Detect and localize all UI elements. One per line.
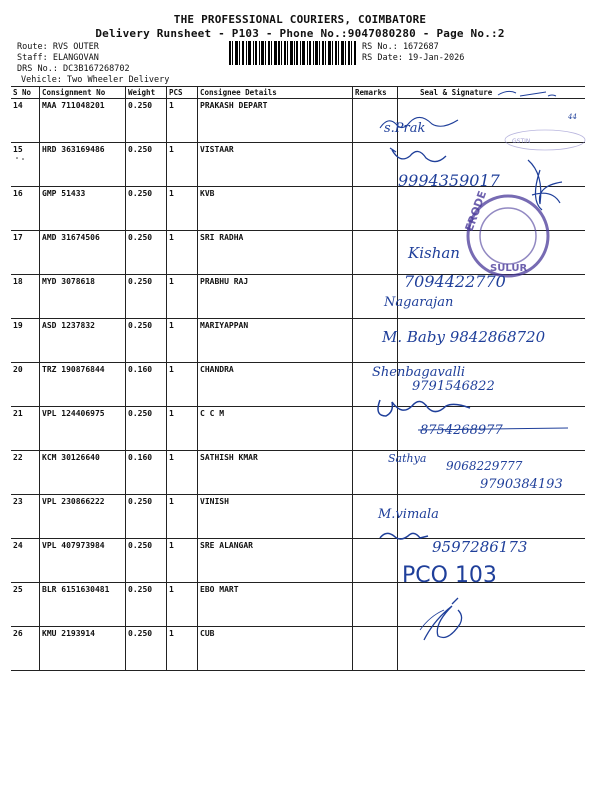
row-sno: 26 (11, 627, 40, 671)
row-consignee: PRAKASH DEPART (198, 99, 353, 143)
phone-row20: 9791546822 (412, 379, 495, 394)
table-row (11, 539, 585, 583)
table-row (11, 231, 585, 275)
row-consignee: MARIYAPPAN (198, 319, 353, 363)
table-row (11, 407, 585, 451)
row-remarks (353, 539, 398, 583)
col-pcs: PCS (167, 87, 198, 99)
drs-number: DRS No.: DC3B167268702 (17, 64, 130, 74)
row-remarks (353, 143, 398, 187)
row-consignee: SRI RADHA (198, 231, 353, 275)
row-consignee: KVB (198, 187, 353, 231)
row-consignment: TRZ 190876844 (40, 363, 126, 407)
row-signature (398, 627, 586, 671)
row-consignment: VPL 407973984 (40, 539, 126, 583)
phone-row24: 9597286173 (432, 538, 528, 556)
row-sno: 17 (11, 231, 40, 275)
runsheet-table (11, 86, 585, 671)
gstin-stamp-text: GSTIN (512, 138, 531, 145)
row-sno: 23 (11, 495, 40, 539)
row-signature (398, 231, 586, 275)
row-consignee: EBO MART (198, 583, 353, 627)
row-signature (398, 539, 586, 583)
row-sno: 20 (11, 363, 40, 407)
phone-row15: 9994359017 (398, 171, 500, 190)
company-title: THE PROFESSIONAL COURIERS, COIMBATORE (173, 13, 427, 26)
row-pcs: 1 (167, 99, 198, 143)
col-remarks: Remarks (353, 87, 398, 99)
row-consignment: VPL 230866222 (40, 495, 126, 539)
row-weight: 0.250 (126, 231, 167, 275)
row-consignment: VPL 124406975 (40, 407, 126, 451)
seal-text-side: ERODE (462, 189, 490, 234)
runsheet-subtitle: Delivery Runsheet - P103 - Phone No.:9047080280 - Page No.:2 (95, 27, 505, 40)
row-pcs: 1 (167, 363, 198, 407)
barcode-icon (229, 41, 356, 65)
row-pcs: 1 (167, 539, 198, 583)
col-sno: S No (11, 87, 40, 99)
row-remarks (353, 495, 398, 539)
staff-label: Staff: ELANGOVAN (17, 53, 99, 63)
row-weight: 0.160 (126, 363, 167, 407)
phone-row18: 7094422770 (404, 272, 506, 291)
row-consignment: HRD 363169486 (40, 143, 126, 187)
row-weight: 0.250 (126, 187, 167, 231)
row-weight: 0.250 (126, 539, 167, 583)
row-consignee: SATHISH KMAR (198, 451, 353, 495)
table-row (11, 275, 585, 319)
row-consignment: MYD 3078618 (40, 275, 126, 319)
row-sno: 19 (11, 319, 40, 363)
row-signature (398, 187, 586, 234)
row-sno: 14 (11, 99, 40, 143)
row-pcs: 1 (167, 319, 198, 363)
table-row (11, 495, 585, 539)
sig-row23: M.vimala (378, 507, 439, 522)
row-remarks (353, 99, 398, 143)
row-remarks (353, 627, 398, 671)
table-row (11, 187, 585, 231)
row-consignee: CUB (198, 627, 353, 671)
row-pcs: 1 (167, 187, 198, 231)
table-row (11, 363, 585, 407)
row-consignment: KCM 30126640 (40, 451, 126, 495)
sig-row25: PCO 103 (402, 563, 497, 588)
table-row (11, 319, 585, 363)
row-remarks (353, 363, 398, 407)
row-signature (398, 275, 586, 319)
row-sno: 16 (11, 187, 40, 231)
table-row (11, 627, 585, 671)
row-pcs: 1 (167, 231, 198, 275)
row-pcs: 1 (167, 407, 198, 451)
row-remarks (353, 451, 398, 495)
row-consignee: VISTAAR (198, 143, 353, 187)
row-signature (398, 99, 586, 143)
row-consignee: VINISH (198, 495, 353, 539)
row-sno: 25 (11, 583, 40, 627)
row-sno: 21 (11, 407, 40, 451)
row-weight: 0.250 (126, 495, 167, 539)
table-row (11, 451, 585, 495)
row-sno: 24 (11, 539, 40, 583)
row-signature (398, 407, 586, 451)
row-weight: 0.250 (126, 143, 167, 187)
corner-note: 44 (568, 113, 577, 121)
row-consignment: MAA 711048201 (40, 99, 126, 143)
row-consignment: AMD 31674506 (40, 231, 126, 275)
row-pcs: 1 (167, 451, 198, 495)
row-pcs: 1 (167, 627, 198, 671)
row-remarks (353, 275, 398, 319)
row-consignee: CHANDRA (198, 363, 353, 407)
col-weight: Weight (126, 87, 167, 99)
sig-row19: M. Baby 9842868720 (382, 328, 546, 346)
row-remarks (353, 319, 398, 363)
row-remarks (353, 187, 398, 231)
row-remarks (353, 231, 398, 275)
col-consignment: Consignment No (40, 87, 126, 99)
row-consignment: ASD 1237832 (40, 319, 126, 363)
row-weight: 0.250 (126, 627, 167, 671)
table-row (11, 99, 585, 143)
row-pcs: 1 (167, 583, 198, 627)
rs-date: RS Date: 19-Jan-2026 (362, 53, 465, 63)
row-signature (398, 583, 586, 627)
row-consignment: KMU 2193914 (40, 627, 126, 671)
sig-row18: Kishan (408, 244, 460, 262)
table-row (11, 143, 585, 187)
table-header-row (11, 87, 585, 99)
row-pcs: 1 (167, 143, 198, 187)
row-remarks (353, 407, 398, 451)
row-signature (398, 495, 586, 539)
row-consignment: BLR 6151630481 (40, 583, 126, 627)
table-row (11, 583, 585, 627)
row-pcs: 1 (167, 275, 198, 319)
seal-text-bottom: SULUR (490, 263, 528, 274)
row-pcs: 1 (167, 495, 198, 539)
phone-row23: 9790384193 (480, 477, 563, 492)
row-consignee: SRE ALANGAR (198, 539, 353, 583)
vehicle-label: Vehicle: Two Wheeler Delivery (21, 75, 170, 85)
row-signature (398, 143, 586, 187)
col-signature: Seal & Signature (398, 87, 586, 99)
phone-row22: 9068229777 (446, 459, 523, 473)
row-signature (398, 319, 586, 363)
sig-row14: s.Prak (384, 121, 426, 136)
col-consignee: Consignee Details (198, 87, 353, 99)
row-weight: 0.250 (126, 275, 167, 319)
row-weight: 0.250 (126, 407, 167, 451)
route-label: Route: RVS OUTER (17, 42, 99, 52)
row-signature (398, 363, 586, 407)
row-weight: 0.250 (126, 99, 167, 143)
row-remarks (353, 583, 398, 627)
extra-row18: Nagarajan (384, 295, 454, 310)
row-weight: 0.250 (126, 319, 167, 363)
row-weight: 0.250 (126, 583, 167, 627)
row-sno: 18 (11, 275, 40, 319)
row-consignment: GMP 51433 (40, 187, 126, 231)
sig-row22: Sathya (388, 452, 427, 465)
row-sno: 22 (11, 451, 40, 495)
sig-row20: Shenbagavalli (372, 365, 466, 380)
row-sno: 15 (11, 143, 40, 187)
row-consignee: C C M (198, 407, 353, 451)
phone-row21: 8754268977 (420, 423, 503, 438)
rs-number: RS No.: 1672687 (362, 42, 439, 52)
row-consignee: PRABHU RAJ (198, 275, 353, 319)
row-signature (398, 451, 586, 495)
row-weight: 0.160 (126, 451, 167, 495)
